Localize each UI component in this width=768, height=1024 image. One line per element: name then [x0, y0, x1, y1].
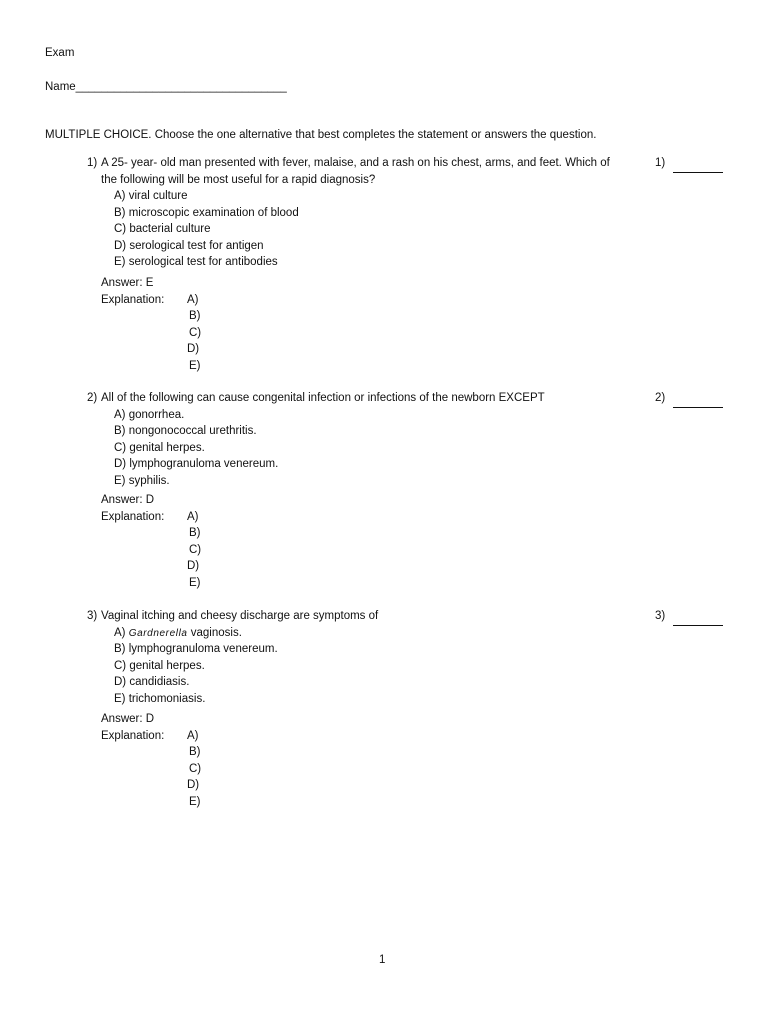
answer-blank-number: 2)	[655, 392, 666, 404]
answer-blank[interactable]	[673, 172, 723, 173]
exam-label: Exam	[45, 47, 75, 59]
question-text-line: Vaginal itching and cheesy discharge are symptoms of	[101, 610, 379, 622]
explanation-a: A)	[187, 510, 199, 523]
question-text-line: A 25- year- old man presented with fever, malaise, and a rash on his chest, arms, and feet. Which of	[101, 157, 610, 169]
explanation-a: A)	[187, 729, 199, 742]
option-e[interactable]: E) serological test for antibodies	[114, 256, 278, 269]
name-field[interactable]: Name_________________________________	[45, 81, 287, 93]
answer-line: Answer: E	[101, 277, 154, 289]
option-b[interactable]: B) lymphogranuloma venereum.	[114, 643, 278, 656]
answer-blank-number: 1)	[655, 157, 666, 169]
option-d[interactable]: D) lymphogranuloma venereum.	[114, 458, 279, 471]
option-a-prefix: A)	[114, 626, 129, 639]
option-e[interactable]: E) trichomoniasis.	[114, 693, 206, 705]
explanation-a: A)	[187, 293, 199, 306]
explanation-e: E)	[189, 796, 201, 808]
section-instructions: MULTIPLE CHOICE. Choose the one alternative that best completes the statement or answers the question.	[45, 129, 597, 141]
explanation-c: C)	[189, 326, 202, 339]
explanation-d: D)	[187, 343, 200, 356]
option-d[interactable]: D) serological test for antigen	[114, 239, 264, 252]
explanation-d: D)	[187, 779, 200, 792]
explanation-b: B)	[189, 310, 201, 323]
page-number: 1	[379, 954, 386, 966]
option-a-rest: vaginosis.	[187, 626, 242, 639]
option-c[interactable]: C) genital herpes.	[114, 441, 205, 454]
explanation-c: C)	[189, 543, 202, 556]
option-a-italic-term: Gardnerella	[128, 627, 188, 639]
option-c[interactable]: C) bacterial culture	[114, 223, 211, 236]
explanation-e: E)	[189, 360, 201, 372]
explanation-label: Explanation:	[101, 510, 165, 523]
explanation-label: Explanation:	[101, 293, 165, 306]
explanation-b: B)	[189, 746, 201, 759]
explanation-b: B)	[189, 527, 201, 540]
answer-blank[interactable]	[673, 625, 723, 626]
option-d[interactable]: D) candidiasis.	[114, 676, 190, 689]
answer-line: Answer: D	[101, 713, 155, 725]
explanation-d: D)	[187, 560, 200, 573]
option-c[interactable]: C) genital herpes.	[114, 659, 205, 672]
option-b[interactable]: B) nongonococcal urethritis.	[114, 425, 257, 438]
option-a[interactable]	[114, 625, 242, 643]
answer-blank[interactable]	[673, 407, 723, 408]
question-number: 3)	[87, 610, 98, 622]
explanation-label: Explanation:	[101, 729, 165, 742]
option-b[interactable]: B) microscopic examination of blood	[114, 206, 299, 219]
explanation-c: C)	[189, 762, 202, 775]
question-text-line: All of the following can cause congenital infection or infections of the newborn EXCEPT	[101, 392, 545, 404]
option-a[interactable]: A) viral culture	[114, 190, 188, 202]
question-number: 2)	[87, 392, 98, 404]
question-number: 1)	[87, 157, 98, 169]
question-text-line: the following will be most useful for a rapid diagnosis?	[101, 173, 376, 186]
option-e[interactable]: E) syphilis.	[114, 475, 170, 487]
answer-line: Answer: D	[101, 494, 155, 506]
explanation-e: E)	[189, 577, 201, 589]
option-a[interactable]: A) gonorrhea.	[114, 408, 185, 421]
answer-blank-number: 3)	[655, 610, 666, 622]
